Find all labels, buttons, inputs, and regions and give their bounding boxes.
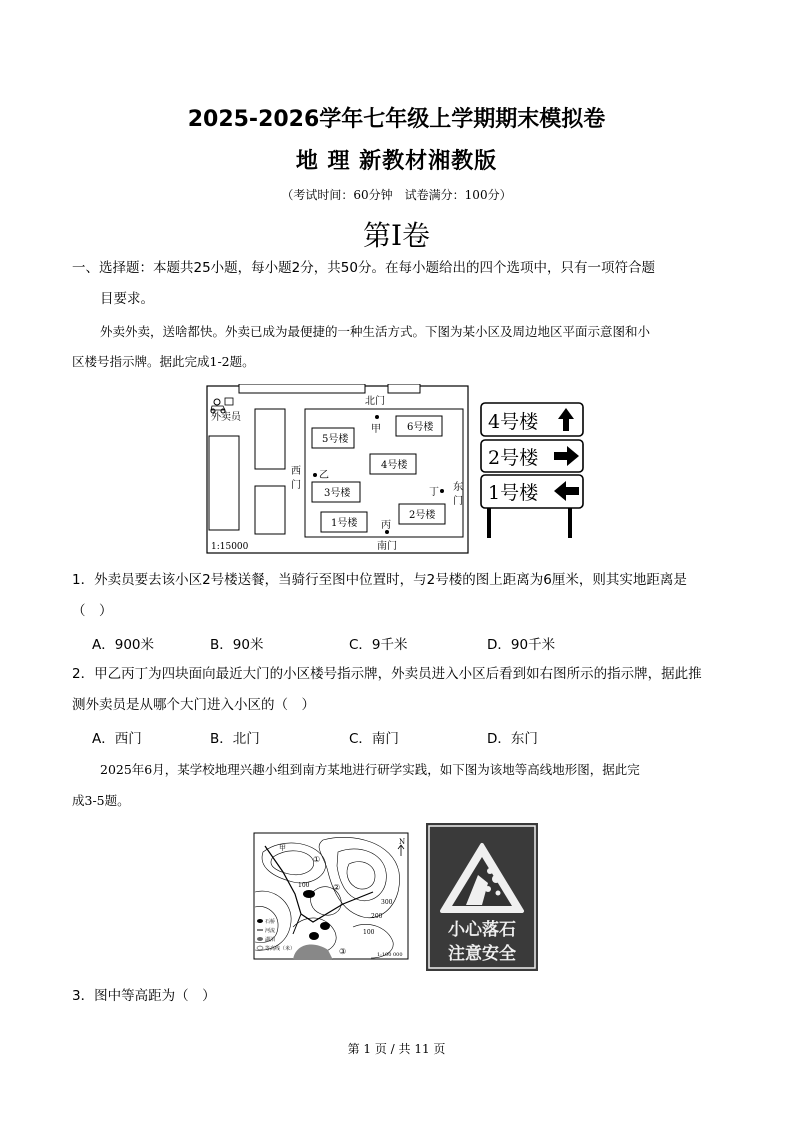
north-gate-label: 北门 bbox=[365, 396, 385, 407]
point-jia: 甲 bbox=[371, 424, 381, 435]
question-1-stem: 1．外卖员要去该小区2号楼送餐，当骑行至图中位置时，与2号楼的图上距离为6厘米，则其实地距离是 bbox=[72, 572, 687, 588]
building-3: 3号楼 bbox=[324, 488, 351, 499]
q2-option-a[interactable]: A．西门 bbox=[92, 731, 142, 747]
section-heading-line2: 目要求。 bbox=[100, 291, 154, 307]
map2-jia: 甲 bbox=[279, 844, 286, 852]
point-yi: 乙 bbox=[319, 470, 329, 481]
map2-h200: 200 bbox=[371, 913, 383, 920]
legend-1: 石桥 bbox=[265, 919, 276, 925]
q1-option-c[interactable]: C．9千米 bbox=[349, 637, 408, 653]
east-gate-label-2: 门 bbox=[453, 496, 463, 507]
signpost-row1: 4号楼 bbox=[488, 411, 539, 433]
west-gate-label-2: 门 bbox=[291, 480, 301, 491]
warning-line2: 注意安全 bbox=[448, 944, 516, 964]
page-number: 第 1 页 / 共 11 页 bbox=[347, 1042, 446, 1056]
q1-option-d[interactable]: D．90千米 bbox=[487, 637, 556, 653]
west-gate-label-1: 西 bbox=[291, 466, 301, 477]
signpost-row3: 1号楼 bbox=[488, 482, 539, 504]
exam-subject: 地 理 新教材湘教版 bbox=[295, 149, 498, 174]
question-1-stem2: （ ） bbox=[72, 603, 113, 619]
material1-line2: 区楼号指示牌。据此完成1-2题。 bbox=[72, 354, 255, 369]
map2-h300: 300 bbox=[381, 899, 393, 906]
building-4: 4号楼 bbox=[381, 460, 408, 471]
building-2: 2号楼 bbox=[409, 510, 436, 521]
building-6: 6号楼 bbox=[407, 422, 434, 433]
section-heading-line1: 一、选择题：本题共25小题，每小题2分，共50分。在每小题给出的四个选项中，只有一项符合题 bbox=[72, 260, 655, 276]
q1-option-a[interactable]: A．900米 bbox=[92, 637, 155, 653]
exam-title: 2025-2026学年七年级上学期期末模拟卷 bbox=[187, 107, 606, 132]
map2-c3: ③ bbox=[339, 947, 347, 956]
map2-h100b: 100 bbox=[363, 929, 375, 936]
point-bing: 丙 bbox=[381, 520, 391, 531]
question-3-stem: 3．图中等高距为（ ） bbox=[72, 988, 216, 1004]
point-ding: 丁 bbox=[429, 487, 439, 498]
material2-line1: 2025年6月，某学校地理兴趣小组到南方某地进行研学实践，如下图为该地等高线地形图，据此完 bbox=[100, 762, 640, 777]
exam-info: （考试时间：60分钟 试卷满分：100分） bbox=[281, 188, 512, 202]
legend-4: 等高线（米） bbox=[265, 946, 296, 952]
map2-c1: ① bbox=[313, 855, 321, 864]
volume-heading: 第I卷 bbox=[362, 219, 431, 252]
warning-line1: 小心落石 bbox=[448, 920, 516, 940]
falling-rock-warning-sign bbox=[426, 823, 538, 971]
legend-2: 河流 bbox=[265, 928, 276, 934]
east-gate-label-1: 东 bbox=[453, 482, 463, 493]
legend-3: 湖泊 bbox=[265, 937, 276, 943]
delivery-label: 外卖员 bbox=[211, 412, 241, 423]
material1-line1: 外卖外卖，送啥都快。外卖已成为最便捷的一种生活方式。下图为某小区及周边地区平面示意图和小 bbox=[100, 324, 651, 339]
map2-h100a: 100 bbox=[298, 882, 310, 889]
map1-scale: 1:15000 bbox=[211, 542, 249, 552]
map2-c2: ② bbox=[333, 883, 341, 892]
q1-option-b[interactable]: B．90米 bbox=[210, 637, 264, 653]
north-label: N bbox=[399, 838, 406, 846]
building-signpost bbox=[478, 400, 586, 540]
south-gate-label: 南门 bbox=[377, 541, 397, 552]
q2-option-b[interactable]: B．北门 bbox=[210, 731, 260, 747]
map2-scale: 1:100 000 bbox=[377, 952, 403, 958]
building-5: 5号楼 bbox=[322, 434, 349, 445]
signpost-row2: 2号楼 bbox=[488, 447, 539, 469]
question-2-stem: 2．甲乙丙丁为四块面向最近大门的小区楼号指示牌，外卖员进入小区后看到如右图所示的指示牌，据此推 bbox=[72, 666, 702, 682]
material2-line2: 成3-5题。 bbox=[72, 793, 130, 808]
contour-map bbox=[253, 832, 409, 960]
neighborhood-map bbox=[205, 384, 470, 555]
q2-option-d[interactable]: D．东门 bbox=[487, 731, 538, 747]
q2-option-c[interactable]: C．南门 bbox=[349, 731, 399, 747]
building-1: 1号楼 bbox=[331, 518, 358, 529]
question-2-stem2: 测外卖员是从哪个大门进入小区的（ ） bbox=[72, 697, 315, 713]
